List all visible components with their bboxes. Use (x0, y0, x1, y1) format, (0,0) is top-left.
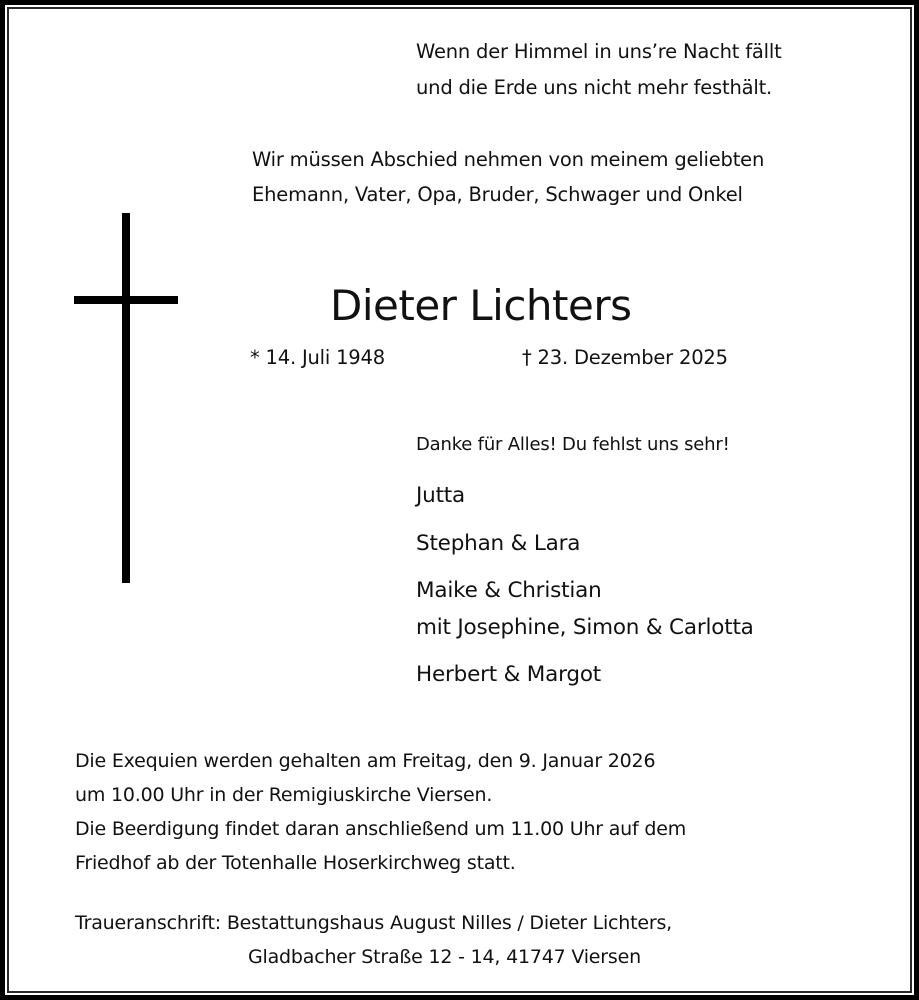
mourner: Stephan & Lara (416, 531, 581, 556)
cross-horizontal-bar (74, 296, 178, 304)
poem-line: Wenn der Himmel in uns’re Nacht fällt (416, 40, 782, 63)
service-line: Die Exequien werden gehalten am Freitag, den 9. Januar 2026 (75, 750, 656, 772)
address-line: Gladbacher Straße 12 - 14, 41747 Viersen (248, 946, 641, 968)
mourner: Herbert & Margot (416, 662, 602, 687)
mourner: mit Josephine, Simon & Carlotta (416, 615, 754, 640)
mourner: Jutta (416, 483, 466, 508)
poem-line: und die Erde uns nicht mehr festhält. (416, 76, 773, 99)
intro-line: Ehemann, Vater, Opa, Bruder, Schwager und Onkel (252, 183, 743, 206)
death-date: † 23. Dezember 2025 (522, 346, 728, 369)
address-line: Traueranschrift: Bestattungshaus August Nilles / Dieter Lichters, (75, 912, 673, 934)
cross-vertical-bar (122, 213, 130, 583)
service-line: Die Beerdigung findet daran anschließend um 11.00 Uhr auf dem (75, 818, 687, 840)
service-line: um 10.00 Uhr in der Remigiuskirche Viersen. (75, 784, 493, 806)
thanks-message: Danke für Alles! Du fehlst uns sehr! (416, 434, 730, 455)
mourner: Maike & Christian (416, 578, 602, 603)
deceased-name: Dieter Lichters (330, 281, 632, 330)
service-line: Friedhof ab der Totenhalle Hoserkirchweg statt. (75, 852, 516, 874)
birth-date: * 14. Juli 1948 (250, 346, 385, 369)
intro-line: Wir müssen Abschied nehmen von meinem geliebten (252, 148, 765, 171)
